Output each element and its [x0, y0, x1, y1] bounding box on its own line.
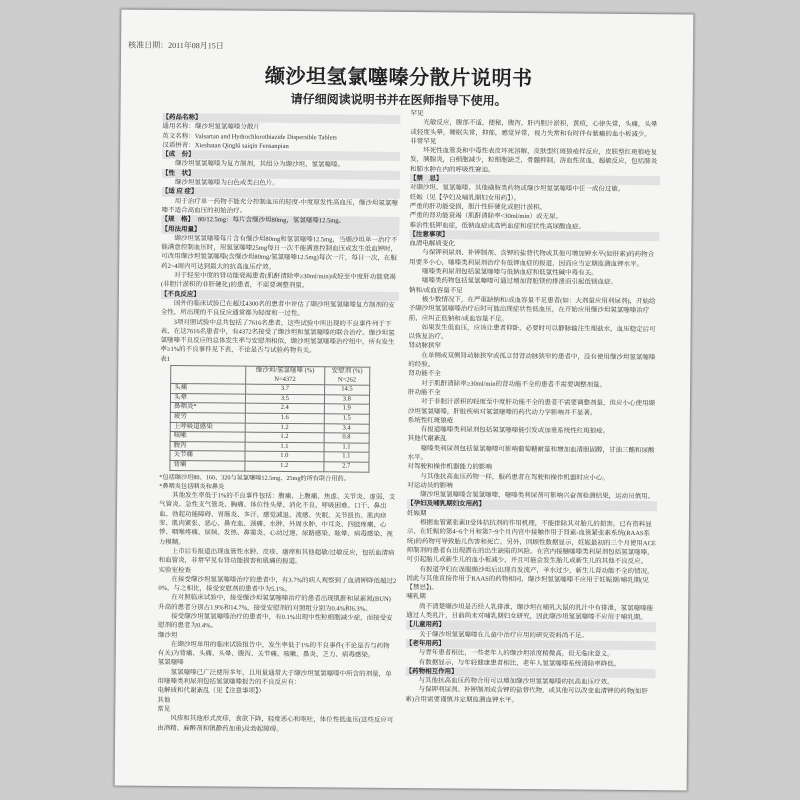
subheading: 肝功能不全 [408, 388, 441, 397]
incidence-value: 1.5 [324, 414, 369, 424]
document-subtitle: 请仔细阅读说明书并在医师指导下使用。 [290, 91, 507, 108]
adverse-event-name: 咳嗽 [170, 432, 245, 442]
adverse-event-name: 上呼吸道感染 [170, 422, 245, 432]
paragraph: 上市后有报道出现血管性水肿、皮疹、瘙痒和其他超敏/过敏反应，包括血清病和血管炎，非常罕见有肾功能损害和肌痛的报道。 [158, 547, 395, 566]
section-heading: 【性 状】 [162, 169, 400, 180]
subheading: 钠和/或血容量不足 [408, 286, 463, 295]
paragraph: 国外的临床试验已在超过4300名的患者中评估了缬沙坦氢氯噻嗪复方制剂的安全性，所出现的不良反应通常都为轻度和一过性。 [160, 299, 395, 318]
incidence-value: 1.6 [245, 413, 324, 423]
incidence-value: 1.2 [245, 423, 324, 433]
adverse-events-table [169, 365, 370, 472]
paragraph: 噻嗪类利尿剂包括氢氯噻嗪可影响葡萄糖耐量和增加血清胆固醇，甘油三酯和尿酸水平。 [407, 444, 655, 462]
incidence-value: 1.1 [245, 442, 324, 452]
paragraph: 缬沙坦氢氯噻嗪每片含有缬沙坦80mg和氢氯噻嗪12.5mg，当缬沙坦单一治疗不能满意控制血压时，用氢氯噻嗪25mg每日一次不能满意控制血压或发生低血钾时，可改用缬沙坦氢氯噻嗪(含缬沙坦80mg/氢氯噻嗪12.5mg)每次一片，每日一次，在服药2~4周内可达到最大的抗高血压疗效。 [161, 234, 398, 271]
incidence-value: 3.7 [246, 384, 325, 394]
paragraph: 如果发生低血压，应该让患者仰卧，必要时可以静脉输注生理盐水，血压稳定后可以恢复治疗。 [408, 323, 656, 341]
paragraph: 在缬沙坦单用的临床试验报告中，发生率低于1%的不良事件(不论是否与药物有关)为背痛、头痛、头晕、腹泻、关节痛、咳嗽、鼻炎、乏力、病毒感染。 [157, 640, 390, 659]
incidence-value: 2.7 [324, 462, 369, 472]
paragraph: 对于轻至中度的肾功能衰竭患者(肌酐清除率≥30ml/min)或轻至中度肝功能衰竭(非胆汁淤积的非肝硬化)的患者，不需要调整剂量。 [160, 272, 396, 290]
text-line: 电解质和代谢紊乱（见【注意事项】） [157, 687, 265, 696]
paragraph: 与其他抗高血压药物合用可以增加缬沙坦氢氯噻嗪的抗高血压疗效。 [418, 677, 614, 686]
incidence-value: 1.2 [245, 432, 324, 442]
subheading: 血清电解质变化 [409, 240, 455, 248]
column-sample-size: N=4372 [274, 375, 296, 383]
paragraph: 对于肌酐清除率≥30ml/min的肾功能不全的患者不需要调整剂量。 [421, 379, 607, 389]
paragraph: 缬沙坦氢氯噻嗪为复方制剂，其组分为缬沙坦、氢氯噻嗪。 [175, 160, 345, 169]
subheading: 非常罕见 [410, 137, 437, 146]
incidence-value: 1.0 [245, 451, 324, 461]
paragraph: 尚不清楚缬沙坦是否经人乳排泄，缬沙坦在哺乳大鼠的乳汁中有排泄，氢氯噻嗪能通过人类乳汁，目前尚未对哺乳期妇女研究，因此缬沙坦氢氯噻嗪不应用于哺乳期。 [406, 602, 654, 622]
paragraph: 接受缬沙坦氢氯噻嗪治疗的患者中，有0.1%出现中性粒细胞减少症，而接受安慰剂的患者为0.4%。 [157, 612, 393, 630]
paragraph: 风疹和其他形式皮疹，食欲下降，轻度恶心和呕吐，体位性低血压(这些反应可由酒精、麻醉剂和镇静药加重)及勃起障碍。 [157, 715, 394, 733]
section-heading: 【用法用量】 [161, 224, 399, 235]
paragraph: 在对照临床试验中，接受缬沙坦氢氯噻嗪治疗的患者出现肌酐和尿素氮(BUN)升高的患者分别占1.9%和14.7%，接受安慰剂的对照组分别为0.4%和6.3%。 [158, 594, 391, 613]
text-line: 氢氯噻嗪 [157, 659, 184, 667]
section-label: 【规 格】 [161, 216, 195, 224]
incidence-value: 3.4 [324, 423, 369, 433]
section-heading: 【成 份】 [162, 150, 400, 161]
paragraph: 有数据显示，与年轻健康患者相比，老年人氢氯噻嗪系统清除率降低。 [418, 658, 621, 668]
subheading: 妊娠期 [406, 509, 427, 517]
subheading: 系统性红斑狼疮 [407, 416, 454, 425]
table-column-header [324, 367, 370, 386]
paragraph: 光敏反应，腹部不适，便秘，腹泻，肝内胆汁淤积，黄疸，心律失常，头痛，头晕或轻度头晕，睡眠失常，抑郁，感觉异常，视力失常和有时伴有紫癜的血小板减少。 [410, 119, 658, 138]
paragraph: 缬沙坦氢氯噻嗪为白色或类白色片。 [174, 179, 279, 187]
incidence-value: 3.8 [324, 395, 369, 405]
incidence-value: 1.1 [324, 452, 369, 462]
adverse-event-name: 背痛 [170, 460, 245, 470]
table-row [170, 460, 369, 471]
text-line: 表1 [160, 355, 171, 363]
paragraph: 用于治疗单一药物不能充分控制血压的轻度-中度原发性高血压，缬沙坦氢氯噻嗪不适合高血压的初始治疗。 [161, 197, 398, 215]
paragraph: 与保钾利尿剂、补钾制剂、含钾的盐替代物或其他可增加钾水平(如肝素)的药物合用要多小心，噻嗪类利尿剂治疗有低钾血症的报道，因而应当定期监测血钾水平。 [409, 249, 655, 268]
section-heading: 【注意事项】 [409, 230, 659, 241]
section-heading: 【药物相互作用】 [406, 667, 656, 678]
paragraph: 3项对照试验中总共包括了7616名患者，这些试验中所出现的不良事件列于下表，在这7616名患者中，有4372名接受了缬沙坦和氢氯噻嗪的联合治疗。缬沙坦氢氯噻嗪不良反应的总体发生率与安慰剂相似，缬沙坦氢氯噻嗪治疗组中，所有发生率≥1%的不良事件见下表，不论是否与试验药物有关。 [160, 318, 395, 355]
subheading: 肾功能不全 [408, 370, 441, 378]
adverse-event-name: 头晕 [170, 393, 245, 403]
table-footnote: *鼻咽炎包括咽炎和鼻炎 [159, 482, 225, 491]
incidence-value: 1.9 [324, 404, 369, 414]
section-heading: 【儿童用药】 [406, 620, 656, 631]
incidence-value: 0.8 [324, 433, 369, 443]
paragraph: 有报道孕妇在误服缬沙坦后出现自发流产，羊水过少，新生儿肾功能不全的情况，因此与其他直接作用于RAAS的药物相同，缬沙坦氢氯噻嗪不应用于妊娠期/哺乳期(见【禁忌】)。 [406, 565, 654, 592]
leaflet-sheet [115, 10, 694, 791]
text-line: 常见 [157, 705, 171, 713]
subheading: 罕见 [410, 110, 424, 118]
paragraph: 关于缬沙坦氢氯噻嗪在儿童中治疗应用的研究资料尚不足。 [418, 630, 588, 640]
subheading: 哺乳期 [406, 593, 426, 601]
column-group-label: 安慰剂 (%) [331, 367, 363, 375]
table-footnote: *包括缬沙坦80、160、320与氢氯噻嗪12.5mg、25mg的所有联合用药。 [159, 473, 350, 483]
paragraph: 其他发生率低于1%的不良事件包括：腹痛、上腹痛、焦虑、关节炎、虚弱、支气管炎、急性支气管炎、胸痛、体位性头晕、消化不良、呼吸困难、口干、鼻出血、勃起功能障碍、胃肠炎、多汗、感觉减退、流感、失眠、关节扭伤、肌肉痉挛、肌肉紧张、恶心、鼻充血、颈痛、水肿、外周水肿、中耳炎、四肢疼痛、心悸、咽喉疼痛、尿频、发热、鼻窦炎、心动过速、尿路感染、眩晕、病毒感染、视力模糊。 [158, 492, 396, 546]
text-line: 缬沙坦 [157, 631, 178, 639]
paragraph: 噻嗪类药物包括氢氯噻嗪可通过增加肾脏镁的排泄而引起低镁血症。 [422, 277, 618, 287]
paragraph: 对于非胆汁淤积的轻度至中度肝功能不全的患者不需要调整剂量，但应小心使用缬沙坦氢氯噻嗪，肝脏疾病对氢氯噻嗪的药代动力学影响并不显著。 [407, 398, 656, 417]
section-heading: 【老年用药】 [406, 639, 656, 650]
section-heading: 【不良反应】 [161, 290, 399, 301]
adverse-event-name: 关节痛 [170, 451, 245, 461]
subheading: 对运动员的影响 [407, 481, 453, 490]
text-line: 英文名称：Valsartan and Hydrochlorothiazide Dispersible Tablets [162, 132, 337, 141]
incidence-value: 3.5 [245, 394, 324, 404]
section-heading: 【孕妇及哺乳期妇女用药】 [407, 499, 657, 510]
adverse-event-name: 疲劳 [170, 412, 245, 422]
table-corner-cell [171, 365, 246, 384]
text-line: 严重的肝功能受损，胆汁性肝硬化或胆汁淤积。 [409, 203, 547, 212]
text-line: 实验室检查 [158, 566, 192, 574]
text-line: 对缬沙坦、氢氯噻嗪、其他磺胺类药物或缬沙坦氢氯噻嗪中任一成份过敏。 [409, 184, 625, 194]
incidence-value: 1.2 [245, 461, 324, 471]
paragraph: 有报道噻嗪类利尿剂包括氢氯噻嗪能引发或加重系统性红斑狼疮。 [420, 426, 610, 435]
right-text-column [405, 109, 661, 775]
adverse-event-name: 腹泻 [170, 441, 245, 451]
paragraph: 与保钾利尿剂、补钾制剂或含钾的盐替代物，或其他可以改变血清钾的药物(如肝素)合用需要谨慎并定期监测血钾水平。 [405, 686, 649, 704]
subheading: 对驾驶和操作机器能力的影响 [407, 463, 492, 472]
paragraph: 氢氯噻嗪已广泛使用多年，且用量通常大于缬沙坦氢氯噻嗪中所含的剂量，单用噻嗪类利尿剂包括氢氯噻嗪报告的不良反应有： [157, 668, 392, 687]
left-text-column [157, 113, 401, 767]
paragraph: 坏死性血管炎和中毒性表皮坏死溶解，皮肤型红斑狼疮样反应，皮肤型红斑狼疮复发，胰腺炎，白细胞减少，粒细胞缺乏，骨髓抑制，溶血性贫血，超敏反应，包括肺炎和肺水肿在内的呼吸性窘迫。 [409, 147, 658, 174]
column-sample-size: N=262 [337, 376, 357, 384]
text-line: 难治性低钾血症，低钠血症或高钙血症和症状性高尿酸血症。 [409, 221, 586, 231]
text-line: 通用名称：缬沙坦氢氯噻嗪分散片 [162, 123, 260, 132]
approval-date: 核准日期：2011年08月15日 [128, 40, 224, 51]
table-header-row [171, 365, 370, 385]
section-value: 80/12.5mg：每片含缬沙坦80mg，氢氯噻嗪12.5mg。 [198, 216, 346, 225]
paragraph: 缬沙坦氢氯噻嗪含氢氯噻嗪，噻嗪类利尿剂可影响兴奋剂检测结果，运动员慎用。 [420, 491, 655, 501]
paragraph: 在接受缬沙坦氢氯噻嗪治疗的患者中，有3.7%的病人观察到了血清钾降低超过20%，与之相比，接受安慰剂的患者中为5.1%。 [158, 575, 397, 594]
subheading: 其他代谢紊乱 [407, 435, 447, 443]
paragraph: 在单侧或双侧肾动脉狭窄或孤立肾肾动脉狭窄的患者中，没有使用缬沙坦氢氯噻嗪的经验。 [408, 351, 656, 369]
incidence-value: 2.4 [245, 404, 324, 414]
adverse-event-name: 头痛 [171, 384, 246, 394]
paragraph: 噻嗪类利尿剂包括氢氯噻嗪与低钠血症和低氯性碱中毒有关。 [422, 268, 598, 277]
text-line: 其他 [157, 696, 171, 704]
text-line: 妊娠（见【孕妇及哺乳期妇女用药】）。 [409, 193, 521, 202]
paragraph: 极少数情况下，在严重缺钠和/或血容量不足患者(如：大剂量应用利尿剂)，开始给予缬沙坦氢氯噻嗪治疗后时可能出现症状性低血压，在开始应用缬沙坦氢氯噻嗪治疗前，应纠正低钠和/或血容量不足。 [408, 296, 656, 323]
table-column-header [246, 366, 325, 385]
section-heading: 【禁 忌】 [410, 174, 660, 185]
adverse-event-name: 鼻咽炎* [170, 403, 245, 413]
text-line: 严重的肾功能衰竭（肌酐清除率<30ml/min）或无尿。 [409, 212, 563, 221]
incidence-value: 14.5 [324, 385, 369, 395]
paragraph: 与其他抗高血压药物一样，服药患者在驾驶和操作机器时应小心。 [420, 472, 609, 482]
paragraph: 根据血管紧张素II受体拮抗剂的作用机理，不能排除其对胎儿的损害。已有资料显示，在妊娠的第4~6个月和第7~9个月内宫中接触作用于肾素-血管紧张素系统(RAAS系统)的药物可导致胎儿伤害和死亡。另外，回顾性数据显示，妊娠最初的三个月使用ACE抑制剂的患者有出现潜在的出生缺陷的风险。在宫内接触噻嗪类利尿剂包括氢氯噻嗪，可引起胎儿或新生儿的血小板减少，并且可能会发生胎儿或新生儿的其他不良反应。 [406, 519, 656, 566]
document-title: 缬沙坦氢氯噻嗪分散片说明书 [264, 65, 533, 91]
paragraph: 与青年患者相比，一些老年人的缬沙坦浓度稍微高，但无临床意义。 [418, 649, 614, 659]
column-group-label: 缬沙坦/氢氯噻嗪 (%) [255, 366, 315, 375]
text-line: 汉语拼音：Xieshatan Qinglü saiqin Fensanpian [162, 141, 289, 150]
section-heading: 【适 应 症】 [162, 187, 400, 198]
incidence-value: 1.1 [324, 443, 369, 453]
section-heading: 【药品名称】 [162, 113, 400, 124]
subheading: 肾动脉狭窄 [408, 342, 442, 350]
